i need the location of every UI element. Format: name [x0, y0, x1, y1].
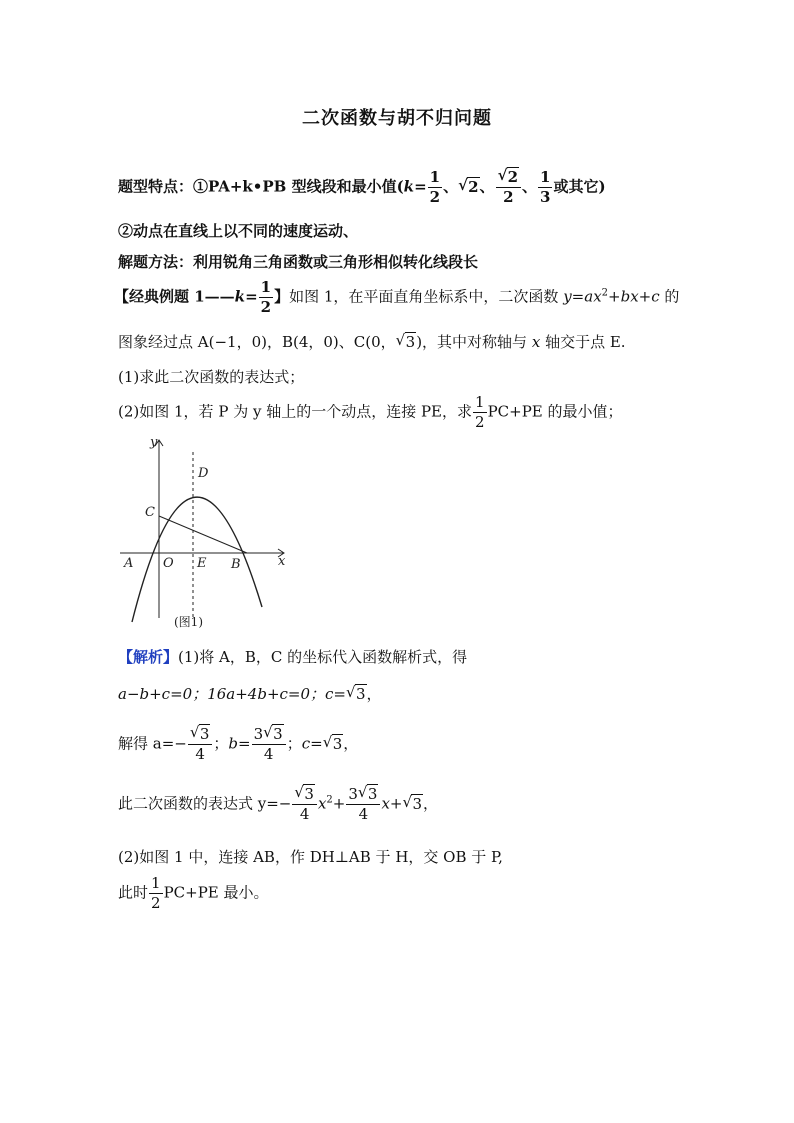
solution-line-1	[118, 646, 467, 667]
solution-line-4	[118, 787, 438, 822]
line2-c: 轴交于点 E.	[540, 333, 626, 351]
point-c-label: C	[145, 505, 155, 520]
line2-a-text: a−b+c=0；16a+4b+c=0；c=	[118, 685, 346, 703]
fraction-half: $\frac{1}{2}$	[429, 168, 441, 206]
k-symbol: k	[234, 287, 246, 306]
features-item1-end: 或其它)	[553, 177, 606, 196]
comma: ，	[366, 685, 382, 703]
x-term: x+	[381, 794, 403, 813]
figure-caption: (图1)	[174, 615, 203, 629]
func-rest: +bx+c	[608, 287, 660, 306]
equals: =	[245, 287, 258, 306]
a-fraction: √ $\frac{3}{4}$	[188, 727, 213, 762]
figure-1	[112, 432, 292, 634]
solution-line-6	[118, 876, 269, 911]
line6-fraction: $\frac{1}{2}$	[151, 874, 161, 912]
method-line: 解题方法：利用锐角三角函数或三角形相似转化线段长	[118, 253, 479, 271]
example-text1: 如图 1，在平面直角坐标系中，二次函数	[289, 287, 564, 306]
comma: ，	[343, 734, 359, 753]
example-line-2	[118, 331, 626, 352]
expression-intro: 此二次函数的表达式 y=−	[118, 794, 292, 813]
sqrt-3: √ 3	[402, 795, 423, 813]
sqrt-3: √ 3	[396, 333, 417, 351]
features-line	[118, 170, 606, 205]
example-close: 】	[274, 287, 290, 306]
sqrt-3: √ 3	[323, 735, 344, 753]
line2-a: 图象经过点 A(−1，0)，B(4，0)、C(0，	[118, 333, 396, 351]
solution-line-5: (2)如图 1 中，连接 AB，作 DH⊥AB 于 H，交 OB 于 P,	[118, 848, 503, 866]
comma: ，	[423, 794, 439, 813]
solution-line1-text: (1)将 A，B，C 的坐标代入函数解析式，得	[178, 648, 468, 666]
point-e-label: E	[197, 556, 207, 571]
point-b-label: B	[231, 557, 241, 572]
b-fraction: $\frac{3√ 3}{4}$	[252, 727, 286, 762]
page-title: 二次函数与胡不归问题	[302, 108, 492, 129]
question-1: (1)求此二次函数的表达式；	[118, 368, 305, 386]
semicolon: ；	[213, 734, 229, 753]
line6-b: PC+PE 最小。	[163, 883, 269, 902]
point-a-label: A	[124, 556, 134, 571]
fraction-root2-over-2: √ $\frac{2}{2}$	[496, 170, 521, 205]
features-item2: ②动点在直线上以不同的速度运动、	[118, 222, 359, 240]
func-square: 2	[601, 287, 609, 299]
c-eq: c=	[301, 734, 323, 753]
point-o-label: O	[163, 556, 174, 571]
plus: +	[332, 794, 346, 813]
line2-b: )，其中对称轴与	[416, 333, 532, 351]
b-eq: b=	[228, 734, 251, 753]
x-label: x	[278, 554, 286, 569]
func-y: y=ax	[563, 287, 602, 306]
solve-a: 解得 a=−	[118, 734, 187, 753]
separator: 、	[479, 177, 495, 196]
semicolon: ；	[286, 734, 302, 753]
example-text1-end: 的	[659, 287, 680, 306]
sqrt-2: √ 2	[458, 178, 479, 196]
features-item1: ①PA+k•PB 型线段和最小值(	[193, 177, 404, 196]
k-symbol: k	[403, 177, 415, 196]
square: 2	[326, 794, 333, 806]
solution-tag: 【解析】	[118, 648, 179, 666]
coef-b-fraction: $\frac{3√ 3}{4}$	[346, 787, 380, 822]
features-label: 题型特点：	[118, 177, 194, 196]
x-var: x	[317, 794, 327, 813]
q2-fraction: $\frac{1}{2}$	[475, 393, 485, 431]
q2-a: (2)如图 1，若 P 为 y 轴上的一个动点，连接 PE，求	[118, 402, 473, 421]
solution-line-3	[118, 727, 358, 762]
fraction-third: $\frac{1}{3}$	[540, 168, 551, 206]
sqrt-3: √ 3	[346, 685, 367, 703]
solution-line-2	[118, 683, 382, 704]
example-fraction: $\frac{1}{2}$	[260, 278, 272, 316]
separator: 、	[522, 177, 538, 196]
q2-b: PC+PE 的最小值；	[487, 402, 623, 421]
y-label: y	[150, 435, 158, 450]
separator: 、	[443, 177, 459, 196]
equals: =	[414, 177, 427, 196]
example-line-1	[114, 280, 679, 315]
point-d-label: D	[198, 466, 209, 481]
example-head: 【经典例题 1——	[114, 287, 235, 306]
question-2	[118, 395, 623, 430]
line6-a: 此时	[118, 883, 149, 902]
x-var: x	[531, 333, 541, 351]
coef-a-fraction: √ $\frac{3}{4}$	[292, 787, 317, 822]
